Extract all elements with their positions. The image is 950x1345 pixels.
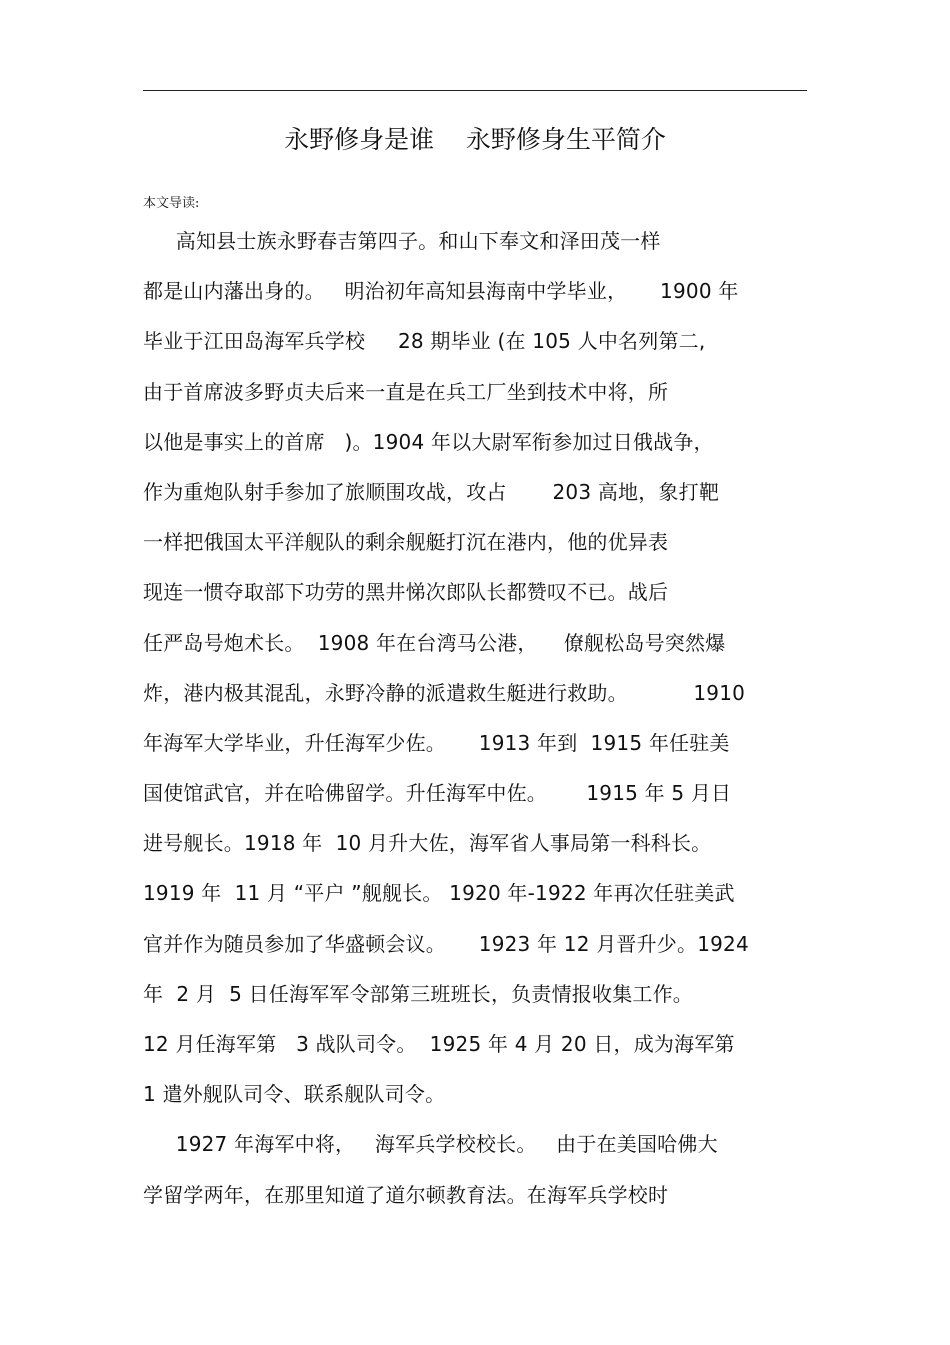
text-line: 炸，港内极其混乱，永野冷静的派遣救生艇进行救助。 1910 xyxy=(143,680,746,705)
text-line: 现连一惯夺取部下功劳的黑井悌次郎队长都赞叹不已。战后 xyxy=(143,580,669,605)
header-rule xyxy=(143,90,807,91)
text-line: 学留学两年，在那里知道了道尔顿教育法。在海军兵学校时 xyxy=(143,1182,669,1207)
text-line: 作为重炮队射手参加了旅顺围攻战，攻占 203 高地，象打靶 xyxy=(143,479,720,504)
page-title: 永野修身是谁 永野修身生平简介 xyxy=(284,125,666,154)
text-line: 国使馆武官，并在哈佛留学。升任海军中佐。 1915 年 5 月日 xyxy=(143,781,732,806)
text-line: 1919 年 11 月 “平户 ”舰舰长。 1920 年-1922 年再次任驻美武 xyxy=(143,881,735,906)
text-line: 12 月任海军第 3 战队司令。 1925 年 4 月 20 日，成为海军第 xyxy=(143,1032,735,1056)
text-line: 进号舰长。1918 年 10 月升大佐，海军省人事局第一科科长。 xyxy=(143,831,712,856)
intro-label: 本文导读: xyxy=(143,196,200,211)
text-line: 任严岛号炮术长。 1908 年在台湾马公港， 僚舰松岛号突然爆 xyxy=(143,630,726,655)
text-line: 年海军大学毕业，升任海军少佐。 1913 年到 1915 年任驻美 xyxy=(143,730,730,755)
text-line: 1927 年海军中将， 海军兵学校校长。 由于在美国哈佛大 xyxy=(143,1132,718,1157)
text-line: 年 2 月 5 日任海军军令部第三班班长，负责情报收集工作。 xyxy=(143,981,693,1006)
text-line: 高知县士族永野春吉第四子。和山下奉文和泽田茂一样 xyxy=(143,229,661,253)
article-body xyxy=(143,223,813,1227)
text-line: 由于首席波多野贞夫后来一直是在兵工厂坐到技术中将，所 xyxy=(143,379,669,404)
text-line: 都是山内藩出身的。 明治初年高知县海南中学毕业， 1900 年 xyxy=(143,279,739,304)
text-line: 官并作为随员参加了华盛顿会议。 1923 年 12 月晋升少。1924 xyxy=(143,931,749,956)
text-line: 毕业于江田岛海军兵学校 28 期毕业 (在 105 人中名列第二, xyxy=(143,329,706,354)
text-line: 一样把俄国太平洋舰队的剩余舰艇打沉在港内，他的优异表 xyxy=(143,530,669,555)
text-line: 1 遣外舰队司令、联系舰队司令。 xyxy=(143,1082,446,1107)
text-line: 以他是事实上的首席 )。1904 年以大尉军衔参加过日俄战争， xyxy=(143,429,714,454)
